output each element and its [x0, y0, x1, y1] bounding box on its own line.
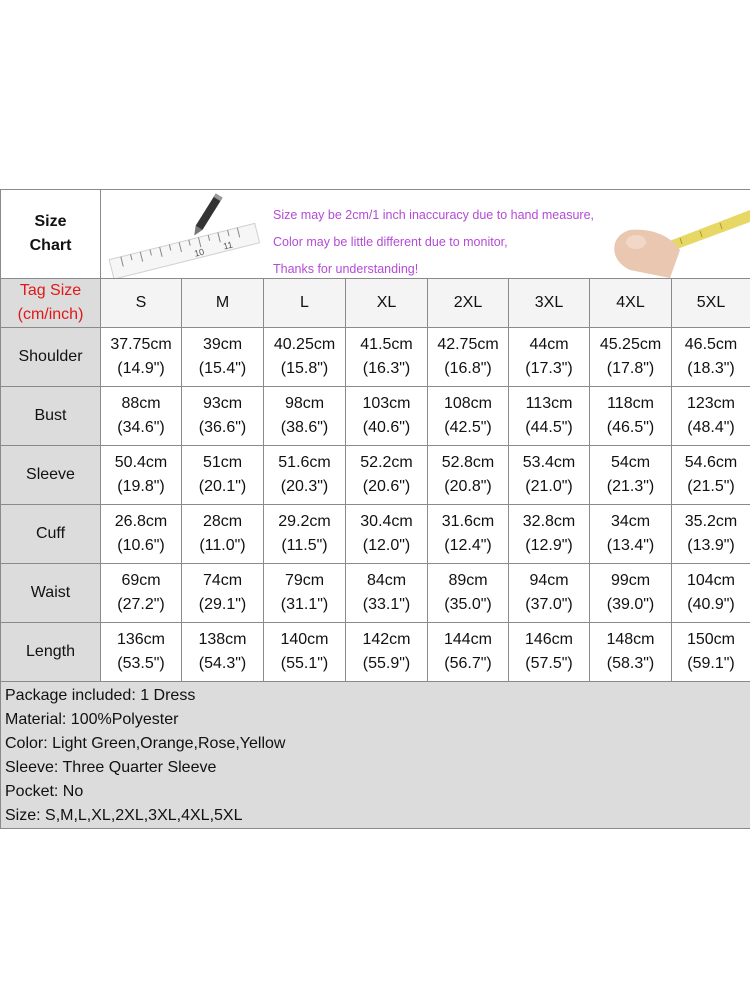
ruler-number-10: 10 — [193, 246, 206, 259]
measurement-value: 52.8cm (20.8") — [428, 446, 509, 505]
note-line: Size may be 2cm/1 inch inaccuracy due to hand measure, — [273, 208, 595, 222]
measurement-value: 29.2cm (11.5") — [264, 505, 346, 564]
measurement-value: 142cm (55.9") — [346, 623, 428, 682]
measurement-value: 113cm (44.5") — [509, 387, 590, 446]
measurement-value: 98cm (38.6") — [264, 387, 346, 446]
measurement-value: 108cm (42.5") — [428, 387, 509, 446]
measurement-value: 40.25cm (15.8") — [264, 328, 346, 387]
measurement-value: 50.4cm (19.8") — [101, 446, 182, 505]
size-header: L — [264, 279, 346, 328]
measurement-value: 44cm (17.3") — [509, 328, 590, 387]
measurement-value: 146cm (57.5") — [509, 623, 590, 682]
measurement-value: 39cm (15.4") — [182, 328, 264, 387]
tag-size-label: Tag Size (cm/inch) — [1, 279, 101, 328]
measuring-tape-hand-icon — [600, 190, 750, 279]
product-info — [1, 682, 750, 829]
measurement-value: 84cm (33.1") — [346, 564, 428, 623]
measurement-value: 54.6cm (21.5") — [672, 446, 750, 505]
size-chart-table — [0, 189, 750, 829]
size-header: XL — [346, 279, 428, 328]
measurement-value: 42.75cm (16.8") — [428, 328, 509, 387]
measurement-label: Sleeve — [1, 446, 101, 505]
info-line: Pocket: No — [5, 783, 84, 800]
measurement-value: 41.5cm (16.3") — [346, 328, 428, 387]
size-header: 2XL — [428, 279, 509, 328]
info-line: Sleeve: Three Quarter Sleeve — [5, 759, 217, 776]
measurement-value: 45.25cm (17.8") — [590, 328, 672, 387]
pencil-ruler-icon — [101, 190, 261, 279]
measurement-value: 150cm (59.1") — [672, 623, 750, 682]
measurement-value: 53.4cm (21.0") — [509, 446, 590, 505]
measurement-value: 123cm (48.4") — [672, 387, 750, 446]
measurement-value: 46.5cm (18.3") — [672, 328, 750, 387]
measurement-value: 30.4cm (12.0") — [346, 505, 428, 564]
info-line: Size: S,M,L,XL,2XL,3XL,4XL,5XL — [5, 807, 243, 824]
info-line: Package included: 1 Dress — [5, 687, 196, 704]
measurement-value: 26.8cm (10.6") — [101, 505, 182, 564]
measurement-value: 32.8cm (12.9") — [509, 505, 590, 564]
measurement-value: 37.75cm (14.9") — [101, 328, 182, 387]
measurement-notes-banner — [101, 190, 750, 279]
measurement-value: 94cm (37.0") — [509, 564, 590, 623]
measurement-value: 31.6cm (12.4") — [428, 505, 509, 564]
note-line: Thanks for understanding! — [273, 262, 419, 276]
table-row — [1, 623, 750, 682]
table-row — [1, 387, 750, 446]
table-row — [1, 505, 750, 564]
measurement-notes — [273, 202, 594, 279]
measurement-value: 54cm (21.3") — [590, 446, 672, 505]
measurement-value: 51.6cm (20.3") — [264, 446, 346, 505]
table-row — [1, 328, 750, 387]
measurement-value: 144cm (56.7") — [428, 623, 509, 682]
note-line: Color may be little different due to monitor, — [273, 235, 508, 249]
measurement-value: 52.2cm (20.6") — [346, 446, 428, 505]
size-header: 5XL — [672, 279, 750, 328]
size-header: M — [182, 279, 264, 328]
measurement-value: 89cm (35.0") — [428, 564, 509, 623]
measurement-label: Shoulder — [1, 328, 101, 387]
measurement-value: 93cm (36.6") — [182, 387, 264, 446]
size-header: S — [101, 279, 182, 328]
info-line: Color: Light Green,Orange,Rose,Yellow — [5, 735, 286, 752]
measurement-label: Bust — [1, 387, 101, 446]
measurement-value: 103cm (40.6") — [346, 387, 428, 446]
measurement-value: 104cm (40.9") — [672, 564, 750, 623]
ruler-number-11: 11 — [222, 239, 234, 252]
measurement-value: 79cm (31.1") — [264, 564, 346, 623]
size-header: 4XL — [590, 279, 672, 328]
measurement-value: 35.2cm (13.9") — [672, 505, 750, 564]
measurement-value: 34cm (13.4") — [590, 505, 672, 564]
measurement-label: Length — [1, 623, 101, 682]
measurement-value: 51cm (20.1") — [182, 446, 264, 505]
measurement-value: 136cm (53.5") — [101, 623, 182, 682]
measurement-value: 140cm (55.1") — [264, 623, 346, 682]
size-chart-title: Size Chart — [1, 190, 101, 279]
table-row — [1, 446, 750, 505]
measurement-label: Cuff — [1, 505, 101, 564]
measurement-value: 28cm (11.0") — [182, 505, 264, 564]
measurement-value: 138cm (54.3") — [182, 623, 264, 682]
table-row — [1, 564, 750, 623]
measurement-value: 148cm (58.3") — [590, 623, 672, 682]
measurement-value: 88cm (34.6") — [101, 387, 182, 446]
size-header: 3XL — [509, 279, 590, 328]
measurement-value: 99cm (39.0") — [590, 564, 672, 623]
measurement-value: 74cm (29.1") — [182, 564, 264, 623]
measurement-value: 69cm (27.2") — [101, 564, 182, 623]
measurement-value: 118cm (46.5") — [590, 387, 672, 446]
measurement-label: Waist — [1, 564, 101, 623]
info-line: Material: 100%Polyester — [5, 711, 179, 728]
